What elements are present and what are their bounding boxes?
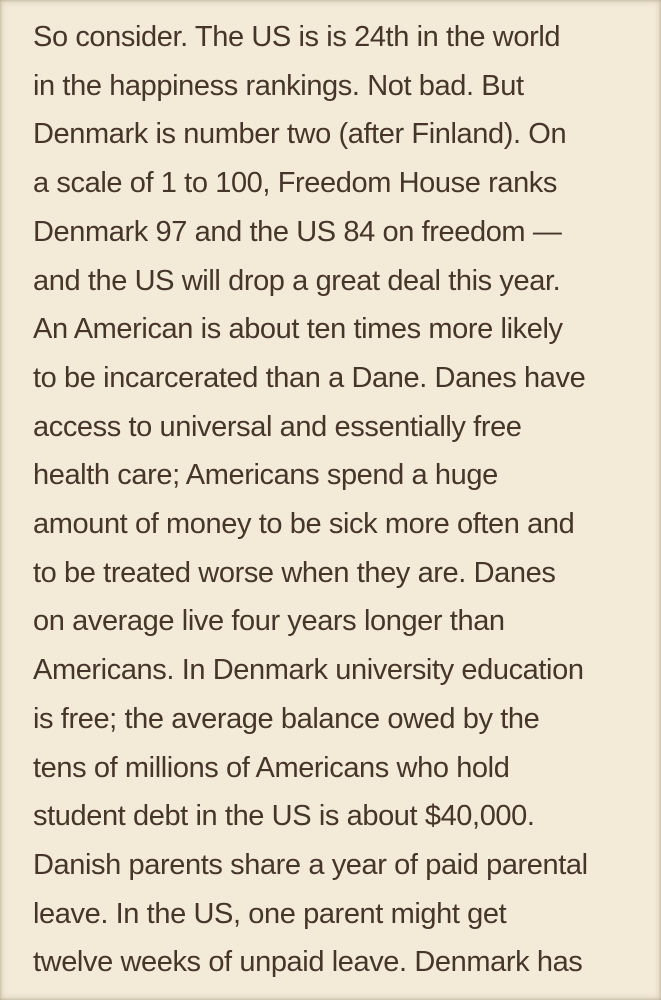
text-line: twelve weeks of unpaid leave. Denmark has — [33, 946, 583, 979]
text-line: access to universal and essentially free — [33, 410, 522, 443]
text-line: Denmark is number two (after Finland). On — [33, 118, 567, 151]
text-line: Americans. In Denmark university education — [33, 654, 584, 687]
text-line: An American is about ten times more likely — [33, 313, 563, 346]
text-line: So consider. The US is is 24th in the world — [33, 21, 561, 53]
text-line: on average live four years longer than — [33, 605, 505, 638]
text-line: leave. In the US, one parent might get — [33, 897, 507, 930]
text-line: Denmark 97 and the US 84 on freedom — — [33, 215, 562, 248]
text-line: in the happiness rankings. Not bad. But — [33, 69, 524, 102]
paragraph-text — [33, 13, 633, 987]
text-line: to be treated worse when they are. Danes — [33, 556, 556, 589]
text-line: Danish parents share a year of paid parental — [33, 848, 588, 881]
text-line: student debt in the US is about $40,000. — [33, 800, 535, 833]
text-line: is free; the average balance owed by the — [33, 702, 540, 735]
text-line: a scale of 1 to 100, Freedom House ranks — [33, 167, 558, 200]
text-line: tens of millions of Americans who hold — [33, 751, 510, 784]
text-line: and the US will drop a great deal this year. — [33, 264, 561, 297]
text-line: amount of money to be sick more often and — [33, 508, 575, 541]
text-line: to be incarcerated than a Dane. Danes have — [33, 361, 586, 394]
text-line: health care; Americans spend a huge — [33, 459, 498, 492]
